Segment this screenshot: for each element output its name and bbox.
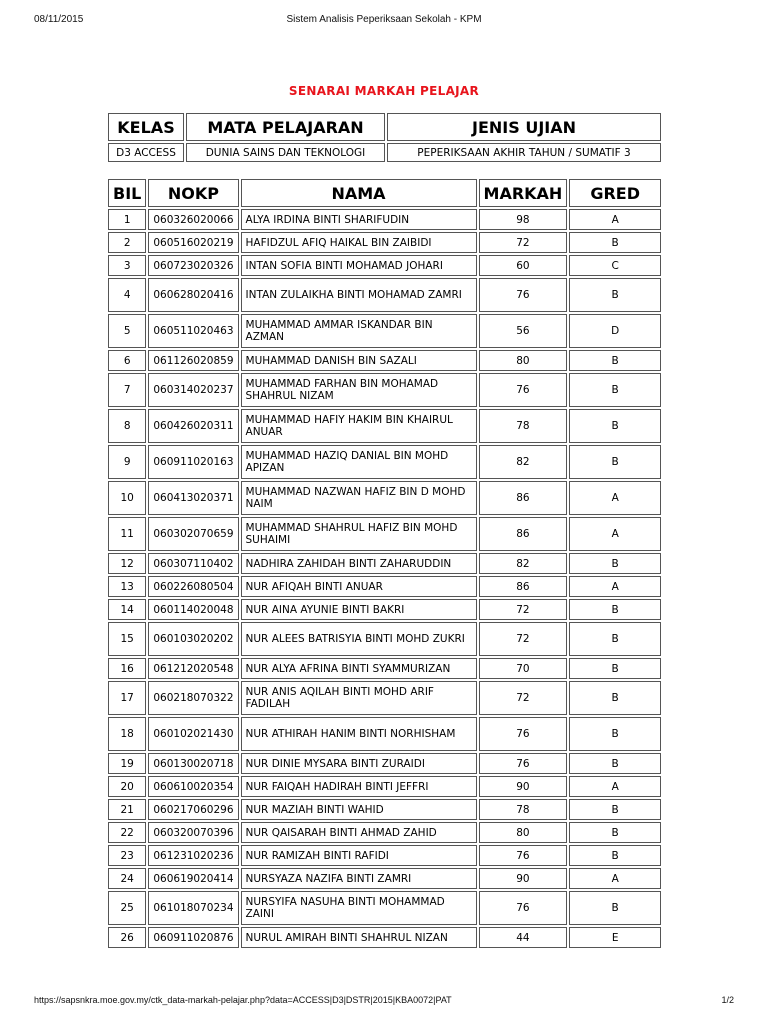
row-bil-cell: 14 bbox=[108, 599, 146, 620]
print-page-number: 1/2 bbox=[721, 995, 734, 1005]
row-nokp-cell: 060314020237 bbox=[148, 373, 238, 407]
row-gred-cell: A bbox=[569, 576, 661, 597]
print-header-title: Sistem Analisis Peperiksaan Sekolah - KPM bbox=[286, 14, 482, 25]
class-info-table bbox=[106, 111, 663, 164]
row-nama-cell: INTAN ZULAIKHA BINTI MOHAMAD ZAMRI bbox=[241, 278, 477, 312]
row-markah-cell: 72 bbox=[479, 232, 568, 253]
nama-header: NAMA bbox=[241, 179, 477, 207]
mata-pelajaran-value: DUNIA SAINS DAN TEKNOLOGI bbox=[186, 143, 385, 162]
marks-header-row bbox=[108, 179, 661, 207]
table-row bbox=[108, 599, 661, 620]
row-nokp-cell: 060302070659 bbox=[148, 517, 238, 551]
row-bil-cell: 4 bbox=[108, 278, 146, 312]
row-nama-cell: MUHAMMAD HAZIQ DANIAL BIN MOHD APIZAN bbox=[241, 445, 477, 479]
row-nokp-cell: 060114020048 bbox=[148, 599, 238, 620]
row-markah-cell: 78 bbox=[479, 799, 568, 820]
row-nokp-cell: 060218070322 bbox=[148, 681, 238, 715]
row-nokp-cell: 060511020463 bbox=[148, 314, 238, 348]
row-bil-cell: 13 bbox=[108, 576, 146, 597]
table-row bbox=[108, 314, 661, 348]
row-nama-cell: NUR MAZIAH BINTI WAHID bbox=[241, 799, 477, 820]
row-gred-cell: A bbox=[569, 776, 661, 797]
row-bil-cell: 21 bbox=[108, 799, 146, 820]
row-bil-cell: 1 bbox=[108, 209, 146, 230]
table-row bbox=[108, 350, 661, 371]
row-nokp-cell: 060911020163 bbox=[148, 445, 238, 479]
row-markah-cell: 98 bbox=[479, 209, 568, 230]
row-gred-cell: B bbox=[569, 409, 661, 443]
row-gred-cell: D bbox=[569, 314, 661, 348]
row-bil-cell: 18 bbox=[108, 717, 146, 751]
row-bil-cell: 9 bbox=[108, 445, 146, 479]
row-nokp-cell: 060326020066 bbox=[148, 209, 238, 230]
row-gred-cell: C bbox=[569, 255, 661, 276]
mata-pelajaran-header: MATA PELAJARAN bbox=[186, 113, 385, 141]
row-bil-cell: 23 bbox=[108, 845, 146, 866]
row-bil-cell: 12 bbox=[108, 553, 146, 574]
row-nama-cell: NUR ALYA AFRINA BINTI SYAMMURIZAN bbox=[241, 658, 477, 679]
row-nama-cell: NUR ATHIRAH HANIM BINTI NORHISHAM bbox=[241, 717, 477, 751]
row-bil-cell: 3 bbox=[108, 255, 146, 276]
row-nokp-cell: 060911020876 bbox=[148, 927, 238, 948]
jenis-ujian-value: PEPERIKSAAN AKHIR TAHUN / SUMATIF 3 bbox=[387, 143, 661, 162]
row-markah-cell: 90 bbox=[479, 868, 568, 889]
row-nokp-cell: 060307110402 bbox=[148, 553, 238, 574]
row-gred-cell: B bbox=[569, 717, 661, 751]
row-gred-cell: B bbox=[569, 822, 661, 843]
table-row bbox=[108, 481, 661, 515]
table-row bbox=[108, 681, 661, 715]
marks-table-body bbox=[108, 209, 661, 948]
row-markah-cell: 56 bbox=[479, 314, 568, 348]
row-nama-cell: MUHAMMAD NAZWAN HAFIZ BIN D MOHD NAIM bbox=[241, 481, 477, 515]
row-bil-cell: 20 bbox=[108, 776, 146, 797]
table-row bbox=[108, 717, 661, 751]
nokp-header: NOKP bbox=[148, 179, 238, 207]
row-gred-cell: B bbox=[569, 658, 661, 679]
row-markah-cell: 82 bbox=[479, 553, 568, 574]
table-row bbox=[108, 658, 661, 679]
row-nokp-cell: 060610020354 bbox=[148, 776, 238, 797]
row-gred-cell: B bbox=[569, 891, 661, 925]
row-markah-cell: 80 bbox=[479, 822, 568, 843]
row-nokp-cell: 060217060296 bbox=[148, 799, 238, 820]
row-nama-cell: NUR ALEES BATRISYIA BINTI MOHD ZUKRI bbox=[241, 622, 477, 656]
row-bil-cell: 5 bbox=[108, 314, 146, 348]
row-nama-cell: NADHIRA ZAHIDAH BINTI ZAHARUDDIN bbox=[241, 553, 477, 574]
row-bil-cell: 26 bbox=[108, 927, 146, 948]
row-markah-cell: 72 bbox=[479, 681, 568, 715]
row-markah-cell: 76 bbox=[479, 717, 568, 751]
row-gred-cell: B bbox=[569, 799, 661, 820]
row-gred-cell: A bbox=[569, 868, 661, 889]
table-row bbox=[108, 278, 661, 312]
table-row bbox=[108, 753, 661, 774]
row-nokp-cell: 060103020202 bbox=[148, 622, 238, 656]
row-nama-cell: INTAN SOFIA BINTI MOHAMAD JOHARI bbox=[241, 255, 477, 276]
row-bil-cell: 10 bbox=[108, 481, 146, 515]
row-markah-cell: 86 bbox=[479, 576, 568, 597]
row-nokp-cell: 060516020219 bbox=[148, 232, 238, 253]
row-nama-cell: NURUL AMIRAH BINTI SHAHRUL NIZAN bbox=[241, 927, 477, 948]
table-row bbox=[108, 576, 661, 597]
row-nokp-cell: 060226080504 bbox=[148, 576, 238, 597]
row-nokp-cell: 060619020414 bbox=[148, 868, 238, 889]
row-gred-cell: B bbox=[569, 373, 661, 407]
row-gred-cell: B bbox=[569, 753, 661, 774]
row-nokp-cell: 060723020326 bbox=[148, 255, 238, 276]
table-row bbox=[108, 927, 661, 948]
row-markah-cell: 86 bbox=[479, 481, 568, 515]
row-markah-cell: 76 bbox=[479, 845, 568, 866]
row-gred-cell: E bbox=[569, 927, 661, 948]
row-nama-cell: MUHAMMAD AMMAR ISKANDAR BIN AZMAN bbox=[241, 314, 477, 348]
row-nokp-cell: 061018070234 bbox=[148, 891, 238, 925]
row-bil-cell: 15 bbox=[108, 622, 146, 656]
row-bil-cell: 8 bbox=[108, 409, 146, 443]
row-nokp-cell: 060413020371 bbox=[148, 481, 238, 515]
row-nama-cell: NUR DINIE MYSARA BINTI ZURAIDI bbox=[241, 753, 477, 774]
print-footer-url: https://sapsnkra.moe.gov.my/ctk_data-markah-pelajar.php?data=ACCESS|D3|DSTR|2015|KBA0072|PAT bbox=[34, 995, 452, 1005]
row-nama-cell: NUR AFIQAH BINTI ANUAR bbox=[241, 576, 477, 597]
row-gred-cell: A bbox=[569, 209, 661, 230]
table-row bbox=[108, 409, 661, 443]
row-nama-cell: HAFIDZUL AFIQ HAIKAL BIN ZAIBIDI bbox=[241, 232, 477, 253]
row-nama-cell: NUR QAISARAH BINTI AHMAD ZAHID bbox=[241, 822, 477, 843]
print-date: 08/11/2015 bbox=[34, 14, 84, 25]
table-row bbox=[108, 776, 661, 797]
table-row bbox=[108, 209, 661, 230]
table-row bbox=[108, 553, 661, 574]
row-bil-cell: 2 bbox=[108, 232, 146, 253]
class-info-header-row bbox=[108, 113, 661, 141]
page-title: SENARAI MARKAH PELAJAR bbox=[288, 84, 480, 98]
row-nama-cell: NURSYIFA NASUHA BINTI MOHAMMAD ZAINI bbox=[241, 891, 477, 925]
table-row bbox=[108, 845, 661, 866]
row-nama-cell: NUR ANIS AQILAH BINTI MOHD ARIF FADILAH bbox=[241, 681, 477, 715]
row-gred-cell: B bbox=[569, 232, 661, 253]
row-markah-cell: 72 bbox=[479, 599, 568, 620]
table-row bbox=[108, 232, 661, 253]
row-nokp-cell: 061212020548 bbox=[148, 658, 238, 679]
table-row bbox=[108, 255, 661, 276]
row-nama-cell: NURSYAZA NAZIFA BINTI ZAMRI bbox=[241, 868, 477, 889]
row-markah-cell: 76 bbox=[479, 753, 568, 774]
row-gred-cell: B bbox=[569, 445, 661, 479]
row-gred-cell: A bbox=[569, 481, 661, 515]
jenis-ujian-header: JENIS UJIAN bbox=[387, 113, 661, 141]
row-markah-cell: 60 bbox=[479, 255, 568, 276]
row-nokp-cell: 061231020236 bbox=[148, 845, 238, 866]
row-nokp-cell: 060426020311 bbox=[148, 409, 238, 443]
row-bil-cell: 19 bbox=[108, 753, 146, 774]
row-nokp-cell: 060628020416 bbox=[148, 278, 238, 312]
row-nokp-cell: 060320070396 bbox=[148, 822, 238, 843]
row-bil-cell: 24 bbox=[108, 868, 146, 889]
row-nama-cell: NUR RAMIZAH BINTI RAFIDI bbox=[241, 845, 477, 866]
row-bil-cell: 11 bbox=[108, 517, 146, 551]
row-nama-cell: MUHAMMAD SHAHRUL HAFIZ BIN MOHD SUHAIMI bbox=[241, 517, 477, 551]
table-row bbox=[108, 445, 661, 479]
row-markah-cell: 76 bbox=[479, 373, 568, 407]
row-nama-cell: ALYA IRDINA BINTI SHARIFUDIN bbox=[241, 209, 477, 230]
row-markah-cell: 90 bbox=[479, 776, 568, 797]
row-nama-cell: NUR FAIQAH HADIRAH BINTI JEFFRI bbox=[241, 776, 477, 797]
row-gred-cell: B bbox=[569, 553, 661, 574]
table-row bbox=[108, 891, 661, 925]
row-gred-cell: B bbox=[569, 622, 661, 656]
row-bil-cell: 6 bbox=[108, 350, 146, 371]
row-gred-cell: B bbox=[569, 599, 661, 620]
row-nokp-cell: 061126020859 bbox=[148, 350, 238, 371]
row-markah-cell: 70 bbox=[479, 658, 568, 679]
row-markah-cell: 80 bbox=[479, 350, 568, 371]
row-markah-cell: 44 bbox=[479, 927, 568, 948]
row-gred-cell: A bbox=[569, 517, 661, 551]
row-markah-cell: 78 bbox=[479, 409, 568, 443]
row-markah-cell: 86 bbox=[479, 517, 568, 551]
row-bil-cell: 17 bbox=[108, 681, 146, 715]
kelas-value: D3 ACCESS bbox=[108, 143, 184, 162]
bil-header: BIL bbox=[108, 179, 146, 207]
row-bil-cell: 25 bbox=[108, 891, 146, 925]
row-gred-cell: B bbox=[569, 278, 661, 312]
kelas-header: KELAS bbox=[108, 113, 184, 141]
table-row bbox=[108, 373, 661, 407]
row-gred-cell: B bbox=[569, 845, 661, 866]
row-nama-cell: MUHAMMAD DANISH BIN SAZALI bbox=[241, 350, 477, 371]
row-markah-cell: 76 bbox=[479, 278, 568, 312]
row-gred-cell: B bbox=[569, 350, 661, 371]
row-nama-cell: MUHAMMAD FARHAN BIN MOHAMAD SHAHRUL NIZAM bbox=[241, 373, 477, 407]
row-bil-cell: 16 bbox=[108, 658, 146, 679]
row-bil-cell: 22 bbox=[108, 822, 146, 843]
row-nokp-cell: 060102021430 bbox=[148, 717, 238, 751]
table-row bbox=[108, 517, 661, 551]
class-info-value-row bbox=[108, 143, 661, 162]
row-markah-cell: 72 bbox=[479, 622, 568, 656]
marks-table bbox=[106, 177, 663, 950]
row-nama-cell: NUR AINA AYUNIE BINTI BAKRI bbox=[241, 599, 477, 620]
gred-header: GRED bbox=[569, 179, 661, 207]
table-row bbox=[108, 868, 661, 889]
table-row bbox=[108, 622, 661, 656]
row-markah-cell: 76 bbox=[479, 891, 568, 925]
markah-header: MARKAH bbox=[479, 179, 568, 207]
row-nama-cell: MUHAMMAD HAFIY HAKIM BIN KHAIRUL ANUAR bbox=[241, 409, 477, 443]
row-gred-cell: B bbox=[569, 681, 661, 715]
row-nokp-cell: 060130020718 bbox=[148, 753, 238, 774]
table-row bbox=[108, 822, 661, 843]
table-row bbox=[108, 799, 661, 820]
row-markah-cell: 82 bbox=[479, 445, 568, 479]
row-bil-cell: 7 bbox=[108, 373, 146, 407]
